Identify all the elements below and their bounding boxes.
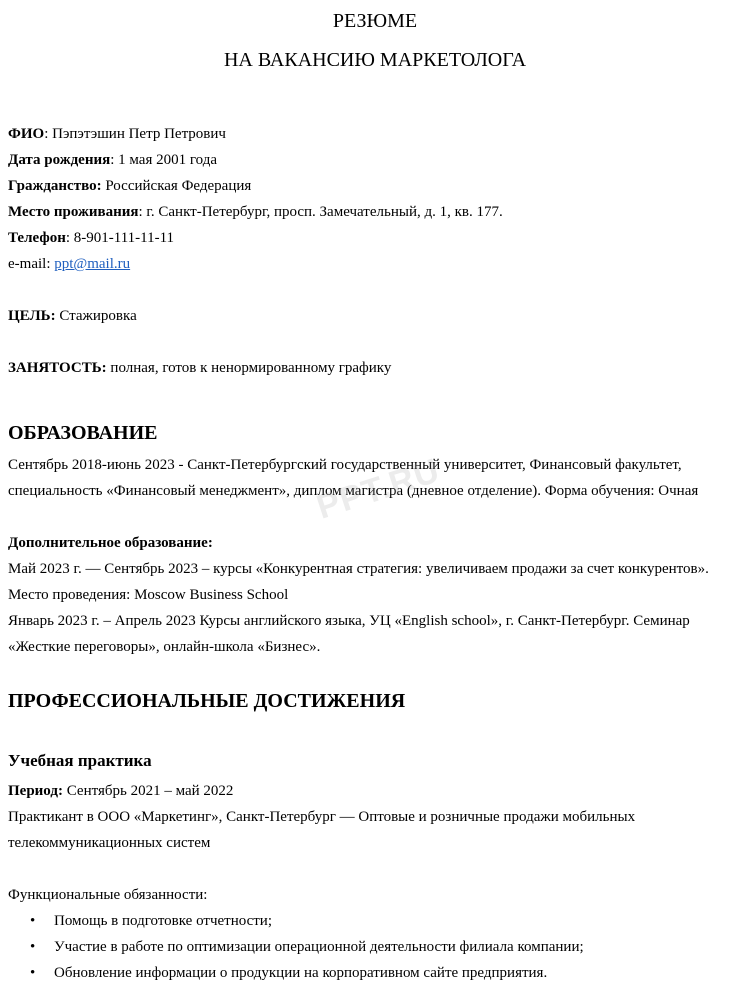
phone-value: : 8-901-111-11-11 (65, 230, 175, 246)
phone-row (8, 228, 174, 248)
education-heading: ОБРАЗОВАНИЕ (8, 422, 158, 444)
residence-value: : г. Санкт-Петербург, просп. Замечательный, д. 1, кв. 177. (138, 204, 503, 220)
practice-heading: Учебная практика (8, 751, 152, 770)
bullet-icon: • (30, 913, 36, 929)
fio-label: ФИО (8, 126, 45, 142)
fio-row (8, 124, 226, 144)
phone-label: Телефон (8, 230, 66, 246)
bullet-icon: • (30, 965, 36, 981)
extra-education-label: Дополнительное образование: (8, 535, 213, 551)
employment-row (8, 358, 391, 378)
birth-row (8, 150, 217, 170)
birth-label: Дата рождения (8, 152, 111, 168)
position-line-2: телекоммуникационных систем (8, 835, 211, 851)
citizenship-label: Гражданство: (8, 178, 102, 194)
birth-value: : 1 мая 2001 года (110, 152, 217, 168)
email-row (8, 254, 130, 274)
residence-label: Место проживания (8, 204, 139, 220)
bullet-icon: • (30, 939, 36, 955)
list-item: Обновление информации о продукции на корпоративном сайте предприятия. (54, 965, 548, 981)
extra-education-heading (8, 533, 213, 553)
citizenship-value: Российская Федерация (101, 178, 252, 194)
extra-education-line-3: Январь 2023 г. – Апрель 2023 Курсы английского языка, УЦ «English school», г. Санкт-Петербург. Семинар (8, 613, 690, 629)
duties-label: Функциональные обязанности: (8, 887, 208, 903)
goal-row (8, 306, 137, 326)
education-line-1: Сентябрь 2018-июнь 2023 - Санкт-Петербургский государственный университет, Финансовый факультет, (8, 457, 682, 473)
title-line-2: НА ВАКАНСИЮ МАРКЕТОЛОГА (223, 49, 527, 71)
title-line-1: РЕЗЮМЕ (332, 10, 418, 32)
period-value: Сентябрь 2021 – май 2022 (62, 783, 234, 799)
goal-label: ЦЕЛЬ: (8, 308, 56, 324)
goal-value: Стажировка (55, 308, 137, 324)
period-row (8, 781, 233, 801)
citizenship-row (8, 176, 251, 196)
period-label: Период: (8, 783, 63, 799)
employment-value: полная, готов к ненормированному графику (106, 360, 392, 376)
email-label: e-mail: (8, 256, 55, 272)
list-item: Участие в работе по оптимизации операционной деятельности филиала компании; (54, 939, 584, 955)
residence-row (8, 202, 503, 222)
extra-education-line-4: «Жесткие переговоры», онлайн-школа «Бизнес». (8, 639, 321, 655)
education-line-2: специальность «Финансовый менеджмент», диплом магистра (дневное отделение). Форма обучения: Очная (8, 483, 699, 499)
email-link[interactable]: ppt@mail.ru (54, 256, 131, 272)
fio-value: : Пэпэтэшин Петр Петрович (44, 126, 226, 142)
list-item: Помощь в подготовке отчетности; (54, 913, 273, 929)
position-line-1: Практикант в ООО «Маркетинг», Санкт-Петербург — Оптовые и розничные продажи мобильных (8, 809, 636, 825)
achievements-heading: ПРОФЕССИОНАЛЬНЫЕ ДОСТИЖЕНИЯ (8, 690, 406, 712)
extra-education-line-1: Май 2023 г. — Сентябрь 2023 – курсы «Конкурентная стратегия: увеличиваем продажи за счет конкурентов». (8, 561, 709, 577)
watermark: PPT.RU (312, 451, 445, 527)
employment-label: ЗАНЯТОСТЬ: (8, 360, 107, 376)
extra-education-line-2: Место проведения: Moscow Business School (8, 587, 289, 603)
